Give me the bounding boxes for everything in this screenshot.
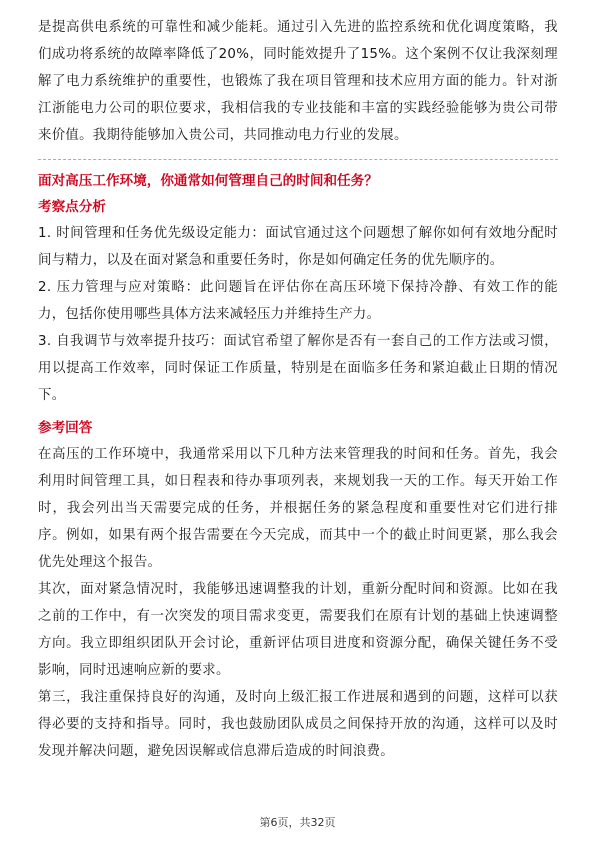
interview-question: 面对高压工作环境，你通常如何管理自己的时间和任务？	[38, 173, 378, 189]
analysis-point: 3. 自我调节与效率提升技巧：面试官希望了解你是否有一套自己的工作方法或习惯，用以提高工作效率，同时保证工作质量，特别是在面临多任务和紧迫截止日期的情况下。	[38, 334, 558, 403]
page-footer: 第6页，共32页	[259, 816, 336, 829]
answer-paragraph: 第三，我注重保持良好的沟通，及时向上级汇报工作进展和遇到的问题，这样可以获得必要的支持和指导。同时，我也鼓励团队成员之间保持开放的沟通，这样可以及时发现并解决问题，避免因误解或信息滞后造成的时间浪费。	[38, 690, 558, 759]
answer-heading: 参考回答	[38, 420, 93, 436]
page-content	[38, 14, 558, 765]
analysis-point: 2. 压力管理与应对策略：此问题旨在评估你在高压环境下保持冷静、有效工作的能力，包括你使用哪些具体方法来减轻压力并维持生产力。	[38, 280, 558, 322]
analysis-point: 1. 时间管理和任务优先级设定能力：面试官通过这个问题想了解你如何有效地分配时间与精力，以及在面对紧急和重要任务时，你是如何确定任务的优先顺序的。	[38, 226, 558, 268]
answer-paragraph: 其次，面对紧急情况时，我能够迅速调整我的计划，重新分配时间和资源。比如在我之前的工作中，有一次突发的项目需求变更，需要我们在原有计划的基础上快速调整方向。我立即组织团队开会讨论，重新评估项目进度和资源分配，确保关键任务不受影响，同时迅速响应新的要求。	[38, 582, 558, 678]
intro-paragraph: 是提高供电系统的可靠性和减少能耗。通过引入先进的监控系统和优化调度策略，我们成功将系统的故障率降低了20%，同时能效提升了15%。这个案例不仅让我深刻理解了电力系统维护的重要性，也锻炼了我在项目管理和技术应用方面的能力。针对浙江浙能电力公司的职位要求，我相信我的专业技能和丰富的实践经验能够为贵公司带来价值。我期待能够加入贵公司，共同推动电力行业的发展。	[38, 20, 558, 143]
answer-paragraph: 在高压的工作环境中，我通常采用以下几种方法来管理我的时间和任务。首先，我会利用时间管理工具，如日程表和待办事项列表，来规划我一天的工作。每天开始工作时，我会列出当天需要完成的任务，并根据任务的紧急程度和重要性对它们进行排序。例如，如果有两个报告需要在今天完成，而其中一个的截止时间更紧，那么我会优先处理这个报告。	[38, 447, 558, 570]
analysis-heading: 考察点分析	[38, 199, 106, 215]
section-divider	[38, 159, 558, 160]
